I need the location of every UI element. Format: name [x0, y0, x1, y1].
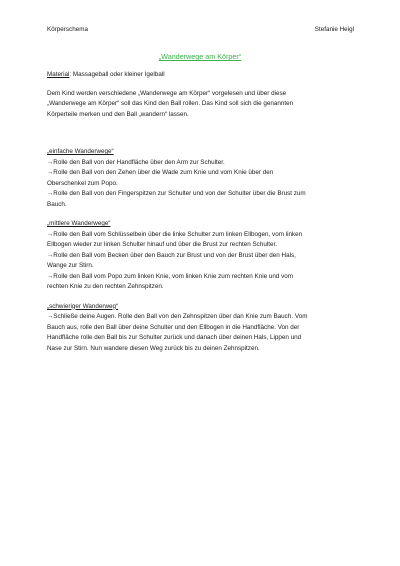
line-text: Rolle den Ball vom Becken über den Bauch zur Brust und von der Brust über den Hals,	[53, 251, 296, 259]
line-text: Nase zur Stirn. Nun wandere diesen Weg zurück bis zu deinen Zehnspitzen.	[47, 344, 260, 352]
document-body	[47, 70, 355, 354]
line-text: Rolle den Ball von den Fingerspitzen zur Schulter und von der Schulter über die Brust zum	[53, 190, 306, 197]
section-line	[47, 333, 355, 344]
section-line	[47, 200, 355, 211]
arrow-icon: →	[47, 169, 54, 176]
section-line	[47, 168, 355, 179]
material-text: : Massageball oder kleiner Igelball	[69, 71, 165, 78]
section-line	[47, 261, 355, 272]
section-line	[47, 251, 355, 262]
line-text: Oberschenkel zum Popo.	[47, 179, 118, 187]
arrow-icon: →	[47, 230, 54, 238]
page-header	[47, 26, 354, 34]
section-line	[47, 344, 355, 355]
header-right: Stefanie Heigl	[314, 26, 354, 33]
material-label: Material	[47, 71, 70, 78]
line-text: Schließe deine Augen. Rolle den Ball von den Zehnspitzen über dan Knie zum Bauch. Vom	[53, 313, 308, 320]
section-line	[47, 179, 355, 190]
intro-line: „Wanderwege am Körper“ soll das Kind den Ball rollen. Das Kind soll sich die genannten	[47, 100, 294, 107]
line-text: Ellbogen wieder zur linken Schulter hinauf und über die Brust zur rechten Schulter.	[47, 241, 277, 248]
line-text: Handfläche rolle den Ball bis zur Schulter zurück und danach über deinen Hals, Lippen und	[47, 334, 302, 341]
intro-line: Dem Kind werden verschiedene „Wanderwege am Körper“ vorgelesen und über diese	[47, 89, 287, 97]
section-heading: „schwieriger Wanderweg“	[47, 302, 119, 310]
line-text: Rolle den Ball vom Popo zum linken Knie, vom linken Knie zum rechten Knie und vom	[53, 272, 294, 280]
section-line	[47, 282, 355, 293]
arrow-icon: →	[47, 313, 54, 320]
material-line	[47, 70, 355, 81]
intro-line: Körperteile merken und den Ball „wandern“ lassen.	[47, 110, 189, 118]
line-text: Rolle den Ball von der Handfläche über den Arm zur Schulter.	[53, 158, 225, 166]
section-line	[47, 158, 355, 169]
section-heading: „mittlere Wanderwege“	[47, 220, 111, 227]
section-line	[47, 230, 355, 241]
section-line	[47, 272, 355, 283]
line-text: Rolle den Ball von den Zehen über die Wade zum Knie und vom Knie über den	[53, 169, 274, 176]
section-heading: „einfache Wanderwege“	[47, 148, 114, 155]
arrow-icon: →	[47, 251, 54, 259]
line-text: Bauch.	[47, 200, 67, 208]
arrow-icon: →	[47, 158, 54, 166]
header-left: Körperschema	[47, 26, 88, 33]
line-text: rechten Knie zu den rechten Zehnspitzen.	[47, 283, 164, 290]
section-line	[47, 323, 355, 334]
section-line	[47, 189, 355, 200]
sections	[47, 147, 355, 354]
arrow-icon: →	[47, 272, 54, 280]
document-title: „Wanderwege am Körper“	[158, 52, 242, 61]
section-line	[47, 312, 355, 323]
line-text: Rolle den Ball vom Schlüsselbein über die linke Schulter zum linken Ellbogen, vom linken	[53, 230, 303, 238]
line-text: Wange zur Stirn.	[47, 262, 94, 269]
arrow-icon: →	[47, 190, 54, 197]
line-text: Bauch aus, rolle den Ball über deine Schulter und den Ellbogen in die Handfläche. Von der	[47, 323, 300, 331]
section-line	[47, 240, 355, 251]
